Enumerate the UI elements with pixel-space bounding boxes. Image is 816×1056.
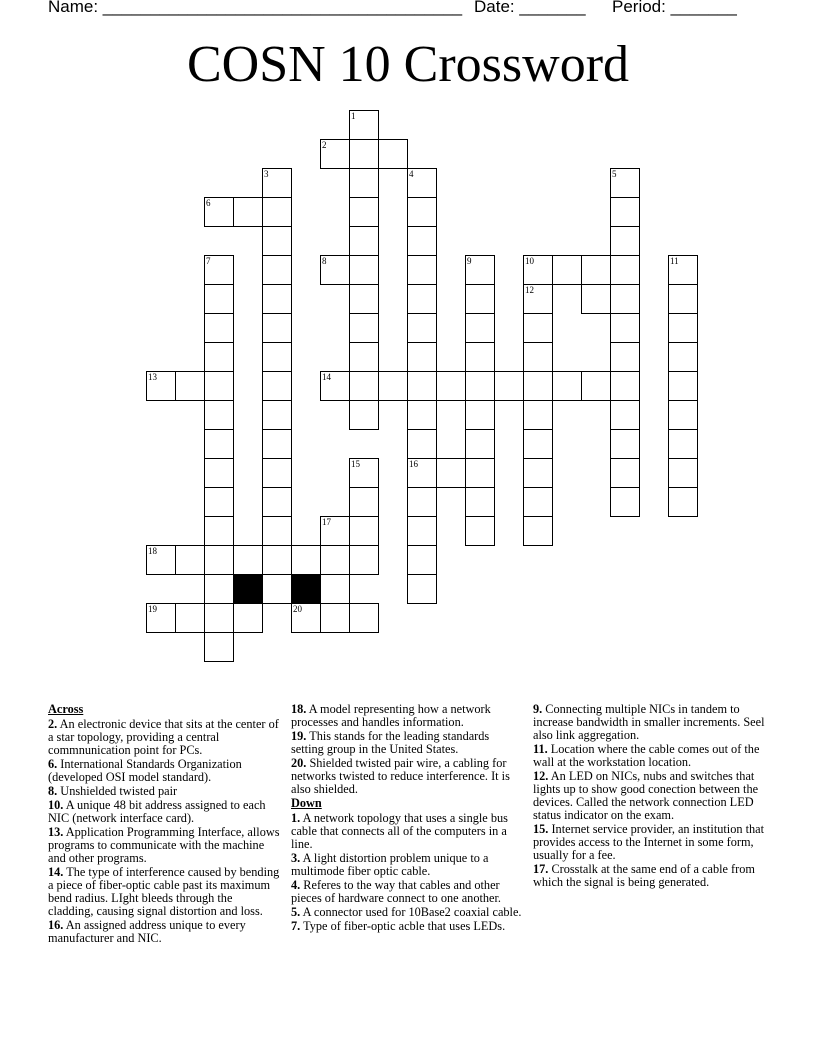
answer-square[interactable] xyxy=(465,458,495,488)
answer-square[interactable] xyxy=(465,487,495,517)
answer-square[interactable] xyxy=(349,603,379,633)
answer-square[interactable] xyxy=(204,429,234,459)
date-field-label: Date: _______ xyxy=(474,0,586,16)
answer-square[interactable] xyxy=(523,313,553,343)
answer-square[interactable] xyxy=(407,168,437,198)
across-clue-10: 10. A unique 48 bit address assigned to each NIC (network interface card). xyxy=(48,798,266,825)
across-clue-16: 16. An assigned address unique to every manufacturer and NIC. xyxy=(48,918,246,945)
answer-square[interactable] xyxy=(320,255,350,285)
clue-column-1 xyxy=(48,703,280,946)
answer-square[interactable] xyxy=(668,400,698,430)
answer-square[interactable] xyxy=(204,574,234,604)
answer-square[interactable] xyxy=(581,284,611,314)
clue-number: 8 xyxy=(322,256,327,266)
down-clue-3: 3. A light distortion problem unique to a multimode fiber optic cable. xyxy=(291,851,489,878)
answer-square[interactable] xyxy=(262,458,292,488)
answer-square[interactable] xyxy=(436,371,466,401)
answer-square[interactable] xyxy=(668,429,698,459)
answer-square[interactable] xyxy=(407,516,437,546)
answer-square[interactable] xyxy=(407,226,437,256)
answer-square[interactable] xyxy=(204,603,234,633)
across-heading: Across xyxy=(48,702,84,716)
answer-square[interactable] xyxy=(349,284,379,314)
clue-number: 9 xyxy=(467,256,472,266)
answer-square[interactable] xyxy=(581,371,611,401)
answer-square[interactable] xyxy=(523,255,553,285)
answer-square[interactable] xyxy=(407,342,437,372)
answer-square[interactable] xyxy=(146,603,176,633)
answer-square[interactable] xyxy=(610,168,640,198)
answer-square[interactable] xyxy=(349,400,379,430)
answer-square[interactable] xyxy=(175,545,205,575)
answer-square[interactable] xyxy=(262,313,292,343)
clue-number: 4 xyxy=(409,169,414,179)
answer-square[interactable] xyxy=(407,487,437,517)
clue-column-2 xyxy=(291,703,523,934)
answer-square[interactable] xyxy=(610,284,640,314)
answer-square[interactable] xyxy=(262,516,292,546)
answer-square[interactable] xyxy=(146,545,176,575)
blocked-square xyxy=(233,574,263,604)
answer-square[interactable] xyxy=(465,371,495,401)
answer-square[interactable] xyxy=(262,197,292,227)
answer-square[interactable] xyxy=(349,139,379,169)
answer-square[interactable] xyxy=(610,487,640,517)
answer-square[interactable] xyxy=(204,458,234,488)
answer-square[interactable] xyxy=(465,313,495,343)
clue-number: 18 xyxy=(148,546,157,556)
clue-number: 2 xyxy=(322,140,327,150)
answer-square[interactable] xyxy=(291,603,321,633)
answer-square[interactable] xyxy=(581,255,611,285)
answer-square[interactable] xyxy=(349,197,379,227)
answer-square[interactable] xyxy=(291,545,321,575)
answer-square[interactable] xyxy=(523,400,553,430)
answer-square[interactable] xyxy=(668,458,698,488)
answer-square[interactable] xyxy=(349,226,379,256)
clue-number: 11 xyxy=(670,256,679,266)
clue-number: 10 xyxy=(525,256,534,266)
answer-square[interactable] xyxy=(262,429,292,459)
answer-square[interactable] xyxy=(407,574,437,604)
answer-square[interactable] xyxy=(407,400,437,430)
answer-square[interactable] xyxy=(610,429,640,459)
answer-square[interactable] xyxy=(465,284,495,314)
down-heading: Down xyxy=(291,796,322,810)
answer-square[interactable] xyxy=(320,139,350,169)
answer-square[interactable] xyxy=(407,255,437,285)
answer-square[interactable] xyxy=(204,284,234,314)
answer-square[interactable] xyxy=(523,429,553,459)
answer-square[interactable] xyxy=(610,458,640,488)
across-clue-6: 6. International Standards Organization (developed OSI model standard). xyxy=(48,757,242,784)
clue-number: 17 xyxy=(322,517,331,527)
clue-number: 12 xyxy=(525,285,534,295)
answer-square[interactable] xyxy=(523,342,553,372)
answer-square[interactable] xyxy=(262,487,292,517)
answer-square[interactable] xyxy=(204,197,234,227)
answer-square[interactable] xyxy=(320,574,350,604)
answer-square[interactable] xyxy=(465,255,495,285)
clue-number: 5 xyxy=(612,169,617,179)
answer-square[interactable] xyxy=(262,371,292,401)
answer-square[interactable] xyxy=(204,342,234,372)
answer-square[interactable] xyxy=(204,487,234,517)
answer-square[interactable] xyxy=(320,371,350,401)
answer-square[interactable] xyxy=(175,371,205,401)
answer-square[interactable] xyxy=(523,487,553,517)
answer-square[interactable] xyxy=(668,342,698,372)
across-clue-18: 18. A model representing how a network processes and handles information. xyxy=(291,702,491,729)
answer-square[interactable] xyxy=(204,255,234,285)
answer-square[interactable] xyxy=(494,371,524,401)
answer-square[interactable] xyxy=(610,313,640,343)
answer-square[interactable] xyxy=(552,371,582,401)
answer-square[interactable] xyxy=(349,458,379,488)
answer-square[interactable] xyxy=(407,458,437,488)
answer-square[interactable] xyxy=(320,545,350,575)
answer-square[interactable] xyxy=(262,400,292,430)
clue-number: 19 xyxy=(148,604,157,614)
down-clue-1: 1. A network topology that uses a single bus cable that connects all of the computers in a line. xyxy=(291,811,508,851)
down-clue-9: 9. Connecting multiple NICs in tandem to increase bandwidth in smaller increments. Seel also link aggregation. xyxy=(533,702,765,742)
answer-square[interactable] xyxy=(233,197,263,227)
answer-square[interactable] xyxy=(523,458,553,488)
down-clue-12: 12. An LED on NICs, nubs and switches that lights up to show good conection between the devices. Called the network connection LED status indicator on the exam. xyxy=(533,769,759,822)
answer-square[interactable] xyxy=(349,516,379,546)
answer-square[interactable] xyxy=(523,284,553,314)
clue-number: 7 xyxy=(206,256,211,266)
answer-square[interactable] xyxy=(233,545,263,575)
answer-square[interactable] xyxy=(349,255,379,285)
answer-square[interactable] xyxy=(349,487,379,517)
answer-square[interactable] xyxy=(407,545,437,575)
period-field-label: Period: _______ xyxy=(612,0,737,16)
answer-square[interactable] xyxy=(262,255,292,285)
down-clue-15: 15. Internet service provider, an institution that provides access to the Internet in some form, usually for a fee. xyxy=(533,822,765,862)
answer-square[interactable] xyxy=(378,371,408,401)
answer-square[interactable] xyxy=(610,400,640,430)
across-clue-14: 14. The type of interference caused by bending a piece of fiber-optic cable past its maximum bend radius. LIght bleeds through the cladding, causing signal distortion and loss. xyxy=(48,865,280,918)
answer-square[interactable] xyxy=(262,545,292,575)
answer-square[interactable] xyxy=(262,284,292,314)
clue-number: 16 xyxy=(409,459,418,469)
answer-square[interactable] xyxy=(175,603,205,633)
answer-square[interactable] xyxy=(610,226,640,256)
answer-square[interactable] xyxy=(349,545,379,575)
answer-square[interactable] xyxy=(204,516,234,546)
answer-square[interactable] xyxy=(407,284,437,314)
clue-number: 15 xyxy=(351,459,360,469)
answer-square[interactable] xyxy=(378,139,408,169)
across-clue-13: 13. Application Programming Interface, allows programs to communicate with the machine and other programs. xyxy=(48,825,280,865)
clue-column-3 xyxy=(533,703,765,890)
answer-square[interactable] xyxy=(320,516,350,546)
answer-square[interactable] xyxy=(668,313,698,343)
answer-square[interactable] xyxy=(407,197,437,227)
answer-square[interactable] xyxy=(204,545,234,575)
answer-square[interactable] xyxy=(349,168,379,198)
answer-square[interactable] xyxy=(320,603,350,633)
across-clue-20: 20. Shielded twisted pair wire, a cabling for networks twisted to reduce interference. It is also shielded. xyxy=(291,756,510,796)
answer-square[interactable] xyxy=(465,516,495,546)
answer-square[interactable] xyxy=(610,255,640,285)
answer-square[interactable] xyxy=(349,371,379,401)
page-title: COSN 10 Crossword xyxy=(186,36,630,93)
down-clue-5: 5. A connector used for 10Base2 coaxial cable. xyxy=(291,905,522,919)
answer-square[interactable] xyxy=(349,342,379,372)
answer-square[interactable] xyxy=(349,110,379,140)
down-clue-17: 17. Crosstalk at the same end of a cable from which the signal is being generated. xyxy=(533,862,755,889)
clue-number: 20 xyxy=(293,604,302,614)
answer-square[interactable] xyxy=(465,429,495,459)
answer-square[interactable] xyxy=(668,284,698,314)
answer-square[interactable] xyxy=(262,226,292,256)
blocked-square xyxy=(291,574,321,604)
clue-number: 1 xyxy=(351,111,356,121)
clue-number: 3 xyxy=(264,169,269,179)
answer-square[interactable] xyxy=(668,487,698,517)
answer-square[interactable] xyxy=(610,371,640,401)
clue-number: 14 xyxy=(322,372,331,382)
answer-square[interactable] xyxy=(523,516,553,546)
across-clue-2: 2. An electronic device that sits at the center of a star topology, providing a central commnunication point for PCs. xyxy=(48,717,279,757)
down-clue-7: 7. Type of fiber-optic acble that uses LEDs. xyxy=(291,919,506,933)
down-clue-11: 11. Location where the cable comes out of the wall at the workstation location. xyxy=(533,742,760,769)
answer-square[interactable] xyxy=(407,371,437,401)
answer-square[interactable] xyxy=(552,255,582,285)
answer-square[interactable] xyxy=(465,342,495,372)
across-clue-19: 19. This stands for the leading standards setting group in the United States. xyxy=(291,729,490,756)
answer-square[interactable] xyxy=(407,313,437,343)
answer-square[interactable] xyxy=(610,342,640,372)
answer-square[interactable] xyxy=(436,458,466,488)
answer-square[interactable] xyxy=(204,371,234,401)
answer-square[interactable] xyxy=(262,342,292,372)
across-clue-8: 8. Unshielded twisted pair xyxy=(48,784,178,798)
answer-square[interactable] xyxy=(349,313,379,343)
answer-square[interactable] xyxy=(233,603,263,633)
answer-square[interactable] xyxy=(262,168,292,198)
answer-square[interactable] xyxy=(668,255,698,285)
answer-square[interactable] xyxy=(465,400,495,430)
answer-square[interactable] xyxy=(204,400,234,430)
clue-number: 13 xyxy=(148,372,157,382)
answer-square[interactable] xyxy=(610,197,640,227)
down-clue-4: 4. Referes to the way that cables and other pieces of hardware connect to one another. xyxy=(291,878,501,905)
answer-square[interactable] xyxy=(204,632,234,662)
name-field-label: Name: ______________________________________ xyxy=(48,0,463,16)
answer-square[interactable] xyxy=(668,371,698,401)
answer-square[interactable] xyxy=(262,574,292,604)
clue-number: 6 xyxy=(206,198,211,208)
answer-square[interactable] xyxy=(523,371,553,401)
answer-square[interactable] xyxy=(407,429,437,459)
answer-square[interactable] xyxy=(146,371,176,401)
answer-square[interactable] xyxy=(204,313,234,343)
